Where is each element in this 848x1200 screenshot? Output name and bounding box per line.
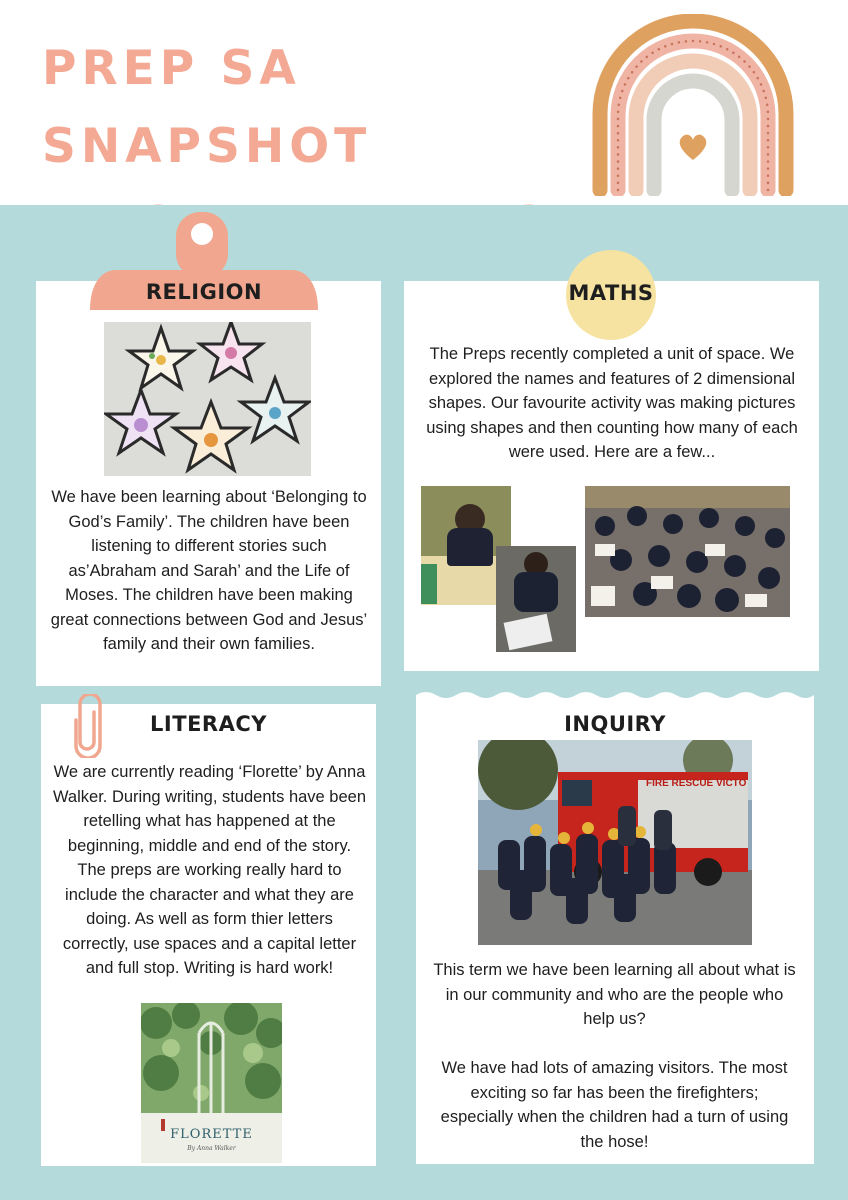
religion-title: RELIGION	[145, 280, 263, 304]
florette-book-cover	[141, 1003, 282, 1163]
religion-text: We have been learning about ‘Belonging to God’s Family’. The children have been listening to different stories such as’Abraham and Sarah’ and the Life of Moses. The children have been making great connections between God and Jesus’ family and their own families.	[50, 488, 368, 653]
inquiry-title: INQUIRY	[564, 712, 666, 736]
inquiry-text-2: We have had lots of amazing visitors. The most exciting so far has been the firefighters; especially when the children had a turn of using the hose!	[440, 1059, 789, 1151]
header	[0, 0, 848, 205]
rainbow-icon	[588, 14, 798, 196]
religion-stars-photo	[104, 322, 311, 476]
book-title: FLORETTE	[170, 1127, 253, 1142]
maths-photo-3	[585, 486, 790, 617]
maths-photo-2	[496, 546, 576, 652]
literacy-text: We are currently reading ‘Florette’ by Anna Walker. During writing, students have been retelling what has happened at the beginning, middle and end of the story. The preps are working really hard to include the character and what they are doing. As well as form thier letters correctly, use spaces and a capital letter and full stop. Writing is hard work!	[52, 763, 367, 977]
maths-title: MATHS	[568, 281, 654, 305]
page-title-line1: PREP SA SNAPSHOT	[42, 41, 372, 174]
firetruck-sign: FIRE RESCUE VICTO	[646, 778, 747, 789]
literacy-title: LITERACY	[150, 712, 267, 736]
torn-edge-top	[416, 689, 814, 703]
maths-text: The Preps recently completed a unit of space. We explored the names and features of 2 dimensional shapes. Our favourite activity was making pictures using shapes and then counting how many of each were used. Here are a few...	[426, 345, 798, 461]
book-author: By Anna Walker	[187, 1145, 236, 1152]
star-icon	[129, 328, 193, 388]
inquiry-firetruck-photo	[478, 740, 752, 945]
inquiry-text-1: This term we have been learning all about what is in our community and who are the people who help us?	[433, 961, 796, 1028]
